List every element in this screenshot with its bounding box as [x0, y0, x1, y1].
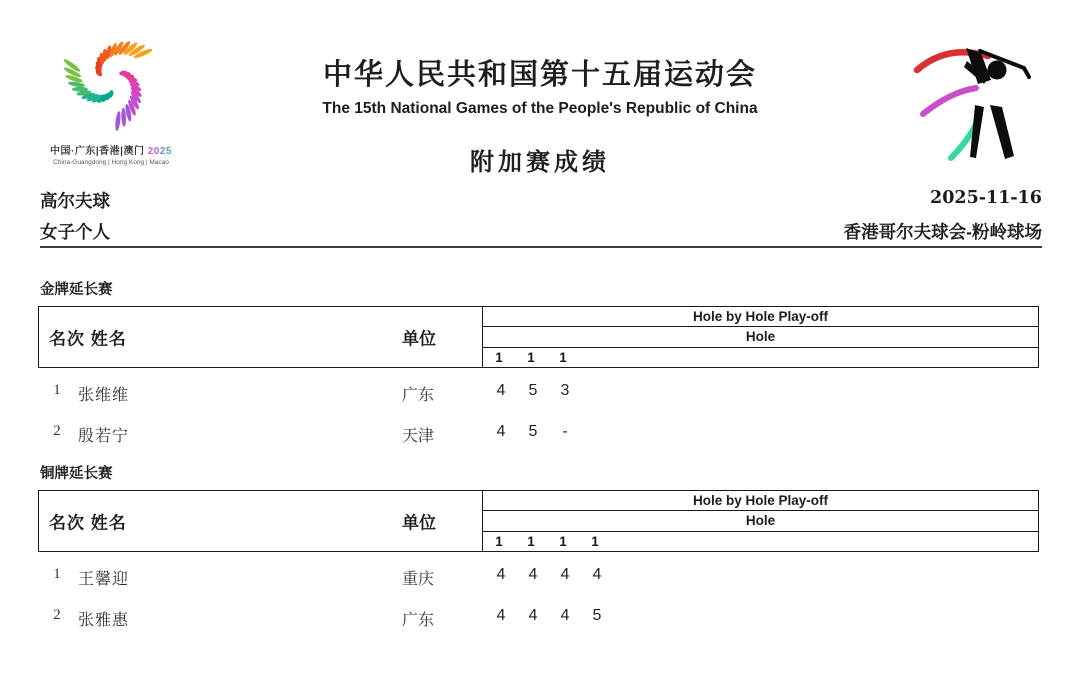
- rank-name-unit-cell: [39, 491, 483, 551]
- date-label: 2025-11-16: [930, 188, 1042, 208]
- unit-header: 单位: [402, 513, 436, 533]
- emblem-region-text-en: China-Guangdong | Hong Kong | Macao: [53, 159, 169, 166]
- hole-score: 4: [496, 607, 506, 624]
- holes-header-cell: [483, 491, 1038, 551]
- player-name: 王馨迎: [78, 571, 130, 588]
- hole-score: 4: [560, 607, 570, 624]
- section-label-bronze: 铜牌延长赛: [40, 466, 113, 482]
- document-title: 附加赛成绩: [470, 149, 610, 176]
- hole-score: 5: [592, 607, 602, 624]
- games-title-en: The 15th National Games of the People's Republic of China: [322, 100, 758, 117]
- hole-header: Hole: [483, 511, 1038, 531]
- gold-playoff-section: [38, 278, 1039, 448]
- hole-score: 4: [496, 423, 506, 440]
- hole-score: 5: [528, 382, 538, 399]
- rank-name-unit-cell: [39, 307, 483, 367]
- hole-scores: [485, 423, 581, 441]
- event-label: 女子个人: [40, 222, 110, 242]
- emblem-region-names: 中国·广东|香港|澳门: [50, 146, 145, 157]
- hole-number-row: [483, 348, 1038, 367]
- games-flower-emblem-icon: [55, 28, 167, 142]
- hole-score: -: [562, 423, 568, 440]
- games-emblem: [36, 28, 186, 166]
- hole-number: 1: [591, 533, 599, 549]
- section-label-gold: 金牌延长赛: [40, 282, 113, 298]
- player-name: 张维维: [78, 387, 130, 404]
- table-row: [38, 382, 1039, 402]
- hole-scores: [485, 566, 613, 584]
- hole-score: 4: [560, 566, 570, 583]
- unit-header: 单位: [402, 329, 436, 349]
- hole-number: 1: [495, 533, 503, 549]
- unit-value: 广东: [401, 612, 434, 629]
- hole-number-row: [483, 532, 1038, 551]
- rank-name-header: 名次 姓名: [49, 329, 127, 349]
- hole-scores: [485, 607, 613, 625]
- hole-number: 1: [559, 533, 567, 549]
- unit-value: 广东: [401, 387, 434, 404]
- emblem-year: 2025: [147, 146, 172, 157]
- playoff-header: Hole by Hole Play-off: [483, 307, 1038, 327]
- hole-score: 3: [560, 382, 570, 399]
- games-title-cn: 中华人民共和国第十五届运动会: [322, 59, 757, 91]
- hole-score: 4: [528, 607, 538, 624]
- table-row: [38, 566, 1039, 586]
- player-name: 殷若宁: [78, 428, 130, 445]
- hole-score: 4: [592, 566, 602, 583]
- golfer-swing-icon: [892, 28, 1052, 188]
- playoff-header: Hole by Hole Play-off: [483, 491, 1038, 511]
- title-block: [190, 52, 890, 177]
- rank-value: 2: [53, 607, 61, 623]
- rank-name-header: 名次 姓名: [49, 513, 127, 533]
- hole-scores: [485, 382, 581, 400]
- hole-score: 5: [528, 423, 538, 440]
- table-row: [38, 607, 1039, 627]
- bronze-playoff-table-header: [38, 490, 1039, 552]
- rank-value: 1: [53, 566, 61, 582]
- hole-score: 4: [528, 566, 538, 583]
- hole-score: 4: [496, 382, 506, 399]
- player-name: 张雅惠: [78, 612, 130, 629]
- holes-header-cell: [483, 307, 1038, 367]
- hole-number: 1: [559, 349, 567, 365]
- hole-number: 1: [527, 349, 535, 365]
- hole-number: 1: [495, 349, 503, 365]
- emblem-region-text: [36, 142, 186, 157]
- venue-label: 香港哥尔夫球会-粉岭球场: [843, 222, 1042, 242]
- sport-label: 高尔夫球: [40, 191, 110, 211]
- bronze-playoff-section: [38, 462, 1039, 632]
- unit-value: 天津: [401, 428, 434, 445]
- divider-rule: [40, 246, 1042, 248]
- table-row: [38, 423, 1039, 443]
- unit-value: 重庆: [401, 571, 434, 588]
- rank-value: 2: [53, 423, 61, 439]
- gold-playoff-table-header: [38, 306, 1039, 368]
- hole-number: 1: [527, 533, 535, 549]
- hole-score: 4: [496, 566, 506, 583]
- rank-value: 1: [53, 382, 61, 398]
- hole-header: Hole: [483, 327, 1038, 347]
